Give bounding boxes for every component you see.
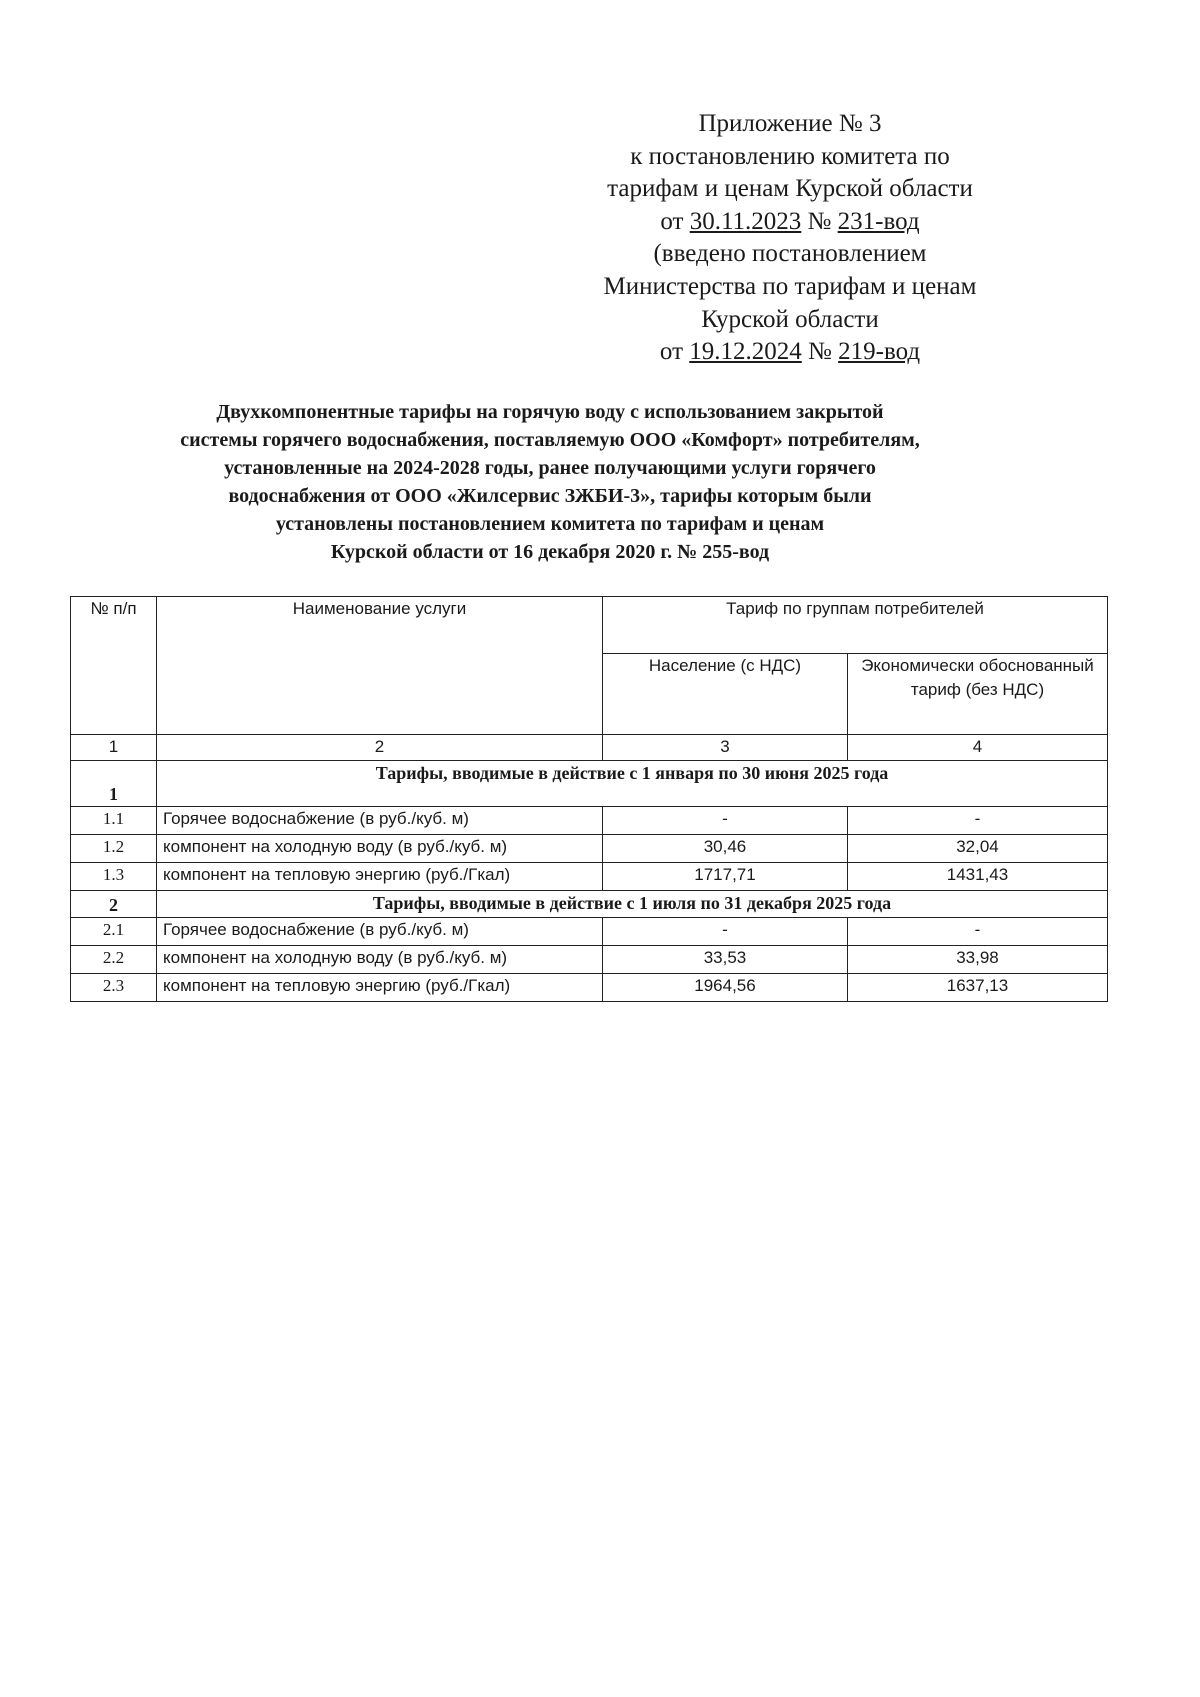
section-number: 1 xyxy=(71,761,157,807)
row-service-name: компонент на тепловую энергию (руб./Гкал) xyxy=(157,863,603,891)
title-line: водоснабжения от ООО «Жилсервис ЗЖБИ-3», тарифы которым были xyxy=(228,485,872,507)
column-index: 1 xyxy=(71,735,157,761)
number-sign: № xyxy=(801,207,838,235)
annex-number1: 231-вод xyxy=(837,207,920,235)
section-title: Тарифы, вводимые в действие с 1 июля по 31 декабря 2025 года xyxy=(157,891,1108,918)
header-number: № п/п xyxy=(71,597,157,735)
column-index: 4 xyxy=(848,735,1108,761)
date-prefix: от xyxy=(659,338,690,366)
annex-header xyxy=(560,108,1020,369)
annex-number2: 219-вод xyxy=(838,338,921,366)
annex-line-introduced: (введено постановлением xyxy=(653,240,927,268)
row-economic-tariff: - xyxy=(848,807,1108,835)
column-index: 2 xyxy=(157,735,603,761)
header-tariff-groups: Тариф по группам потребителей xyxy=(603,597,1108,654)
row-number: 1.1 xyxy=(71,807,157,835)
row-economic-tariff: 32,04 xyxy=(848,835,1108,863)
number-sign: № xyxy=(801,338,839,366)
row-number: 2.1 xyxy=(71,918,157,946)
annex-line-date2 xyxy=(560,336,1020,369)
row-service-name: Горячее водоснабжение (в руб./куб. м) xyxy=(157,807,603,835)
row-economic-tariff: 33,98 xyxy=(848,946,1108,974)
header-service-name: Наименование услуги xyxy=(157,597,603,735)
header-population: Население (с НДС) xyxy=(603,654,848,735)
table-row xyxy=(71,807,1108,835)
row-service-name: Горячее водоснабжение (в руб./куб. м) xyxy=(157,918,603,946)
title-line: установленные на 2024-2028 годы, ранее получающими услуги горячего xyxy=(224,457,876,479)
row-number: 2.2 xyxy=(71,946,157,974)
annex-line-date1 xyxy=(560,206,1020,239)
column-index-row xyxy=(71,735,1108,761)
row-population-tariff: - xyxy=(603,807,848,835)
annex-title: Приложение № 3 xyxy=(698,110,882,137)
row-number: 1.2 xyxy=(71,835,157,863)
annex-date1: 30.11.2023 xyxy=(689,207,802,235)
date-prefix: от xyxy=(660,207,690,235)
table-row xyxy=(71,863,1108,891)
header-economic: Экономически обоснованный тариф (без НДС) xyxy=(848,654,1108,735)
title-line: Двухкомпонентные тарифы на горячую воду с использованием закрытой xyxy=(216,401,884,423)
row-number: 2.3 xyxy=(71,974,157,1002)
title-line: установлены постановлением комитета по тарифам и ценам xyxy=(275,513,825,535)
row-population-tariff: 1717,71 xyxy=(603,863,848,891)
row-service-name: компонент на холодную воду (в руб./куб. м) xyxy=(157,835,603,863)
annex-line-resolution: к постановлению комитета по xyxy=(630,142,950,170)
annex-line-ministry: Министерства по тарифам и ценам xyxy=(603,272,977,300)
document-title xyxy=(100,398,1000,566)
section-title: Тарифы, вводимые в действие с 1 января по 30 июня 2025 года xyxy=(157,761,1108,807)
row-population-tariff: 33,53 xyxy=(603,946,848,974)
annex-line-committee: тарифам и ценам Курской области xyxy=(607,175,973,203)
row-population-tariff: 30,46 xyxy=(603,835,848,863)
tariff-table xyxy=(70,596,1108,1002)
row-population-tariff: - xyxy=(603,918,848,946)
table-row xyxy=(71,835,1108,863)
row-economic-tariff: 1431,43 xyxy=(848,863,1108,891)
title-line: Курской области от 16 декабря 2020 г. № 255-вод xyxy=(330,541,770,563)
table-row xyxy=(71,946,1108,974)
annex-line-region: Курской области xyxy=(701,305,879,333)
title-line: системы горячего водоснабжения, поставляемую ООО «Комфорт» потребителям, xyxy=(180,429,920,451)
table-row xyxy=(71,918,1108,946)
row-service-name: компонент на холодную воду (в руб./куб. м) xyxy=(157,946,603,974)
row-service-name: компонент на тепловую энергию (руб./Гкал) xyxy=(157,974,603,1002)
section-row xyxy=(71,891,1108,918)
row-population-tariff: 1964,56 xyxy=(603,974,848,1002)
section-row xyxy=(71,761,1108,807)
column-index: 3 xyxy=(603,735,848,761)
row-economic-tariff: - xyxy=(848,918,1108,946)
row-number: 1.3 xyxy=(71,863,157,891)
section-number: 2 xyxy=(71,891,157,918)
table-row xyxy=(71,974,1108,1002)
annex-date2: 19.12.2024 xyxy=(689,338,802,366)
row-economic-tariff: 1637,13 xyxy=(848,974,1108,1002)
